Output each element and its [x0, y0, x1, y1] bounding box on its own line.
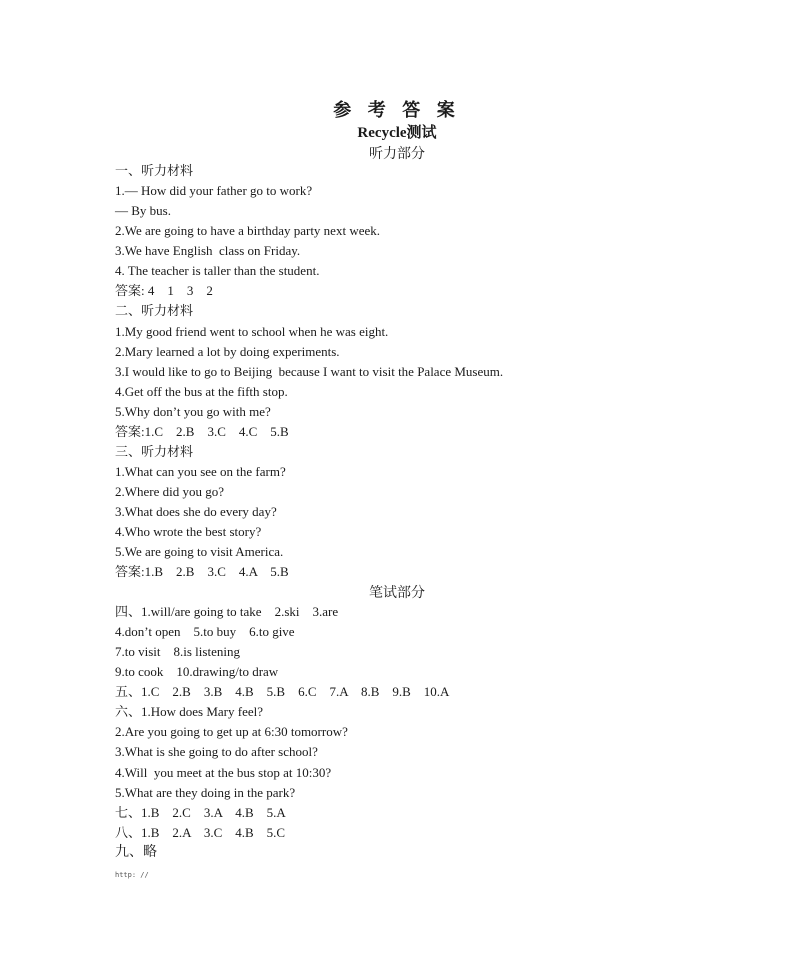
- text-line: 9.to cook 10.drawing/to draw: [115, 664, 279, 680]
- text-line: 3.We have English class on Friday.: [115, 243, 301, 259]
- text-line: 2.We are going to have a birthday party next week.: [115, 223, 380, 239]
- text-line: 4.Get off the bus at the fifth stop.: [115, 383, 288, 399]
- text-line: 答案:1.B 2.B 3.C 4.A 5.B: [115, 564, 289, 580]
- text-line: 五、1.C 2.B 3.B 4.B 5.B 6.C 7.A 8.B 9.B 10.A: [115, 684, 450, 700]
- text-line: 七、1.B 2.C 3.A 4.B 5.A: [115, 804, 286, 820]
- text-line: 5.Why don’t you go with me?: [115, 403, 271, 419]
- text-line: 六、1.How does Mary feel?: [115, 704, 264, 720]
- text-line: 一、听力材料: [115, 163, 194, 178]
- text-line: 3.What does she do every day?: [115, 504, 277, 520]
- text-line: 1.What can you see on the farm?: [115, 463, 286, 479]
- text-line: 4.don’t open 5.to buy 6.to give: [115, 624, 295, 640]
- text-line: 7.to visit 8.is listening: [115, 644, 240, 660]
- text-line: 2.Where did you go?: [115, 484, 225, 499]
- text-line: 答案:1.C 2.B 3.C 4.C 5.B: [115, 423, 289, 439]
- text-line: 4.Who wrote the best story?: [115, 524, 262, 540]
- text-line: 3.What is she going to do after school?: [115, 744, 318, 760]
- written-answers: [115, 602, 755, 863]
- text-line: 4. The teacher is taller than the student.: [115, 263, 320, 279]
- listening-section-heading: 听力部分: [369, 147, 425, 162]
- text-line: 1.My good friend went to school when he was eight.: [115, 323, 389, 339]
- text-line: 2.Mary learned a lot by doing experiments.: [115, 343, 340, 359]
- page-title: 参 考 答 案: [333, 100, 461, 120]
- page-subtitle: Recycle测试: [357, 125, 437, 141]
- text-line: 5.What are they doing in the park?: [115, 784, 296, 800]
- text-line: 八、1.B 2.A 3.C 4.B 5.C: [115, 824, 286, 840]
- written-section-heading: 笔试部分: [369, 586, 425, 601]
- text-line: 1.— How did your father go to work?: [115, 183, 313, 199]
- text-line: 5.We are going to visit America.: [115, 544, 284, 560]
- text-line: 答案: 4 1 3 2: [115, 283, 213, 299]
- text-line: — By bus.: [115, 203, 171, 219]
- text-line: 二、听力材料: [115, 303, 194, 319]
- footer-url: http: //: [115, 871, 149, 879]
- text-line: 2.Are you going to get up at 6:30 tomorrow?: [115, 724, 348, 740]
- text-line: 四、1.will/are going to take 2.ski 3.are: [115, 604, 339, 619]
- text-line: 3.I would like to go to Beijing because I want to visit the Palace Museum.: [115, 363, 504, 379]
- text-line: 4.Will you meet at the bus stop at 10:30?: [115, 764, 332, 780]
- text-line: 九、略: [115, 844, 157, 860]
- text-line: 三、听力材料: [115, 443, 194, 459]
- listening-answers: [115, 161, 755, 582]
